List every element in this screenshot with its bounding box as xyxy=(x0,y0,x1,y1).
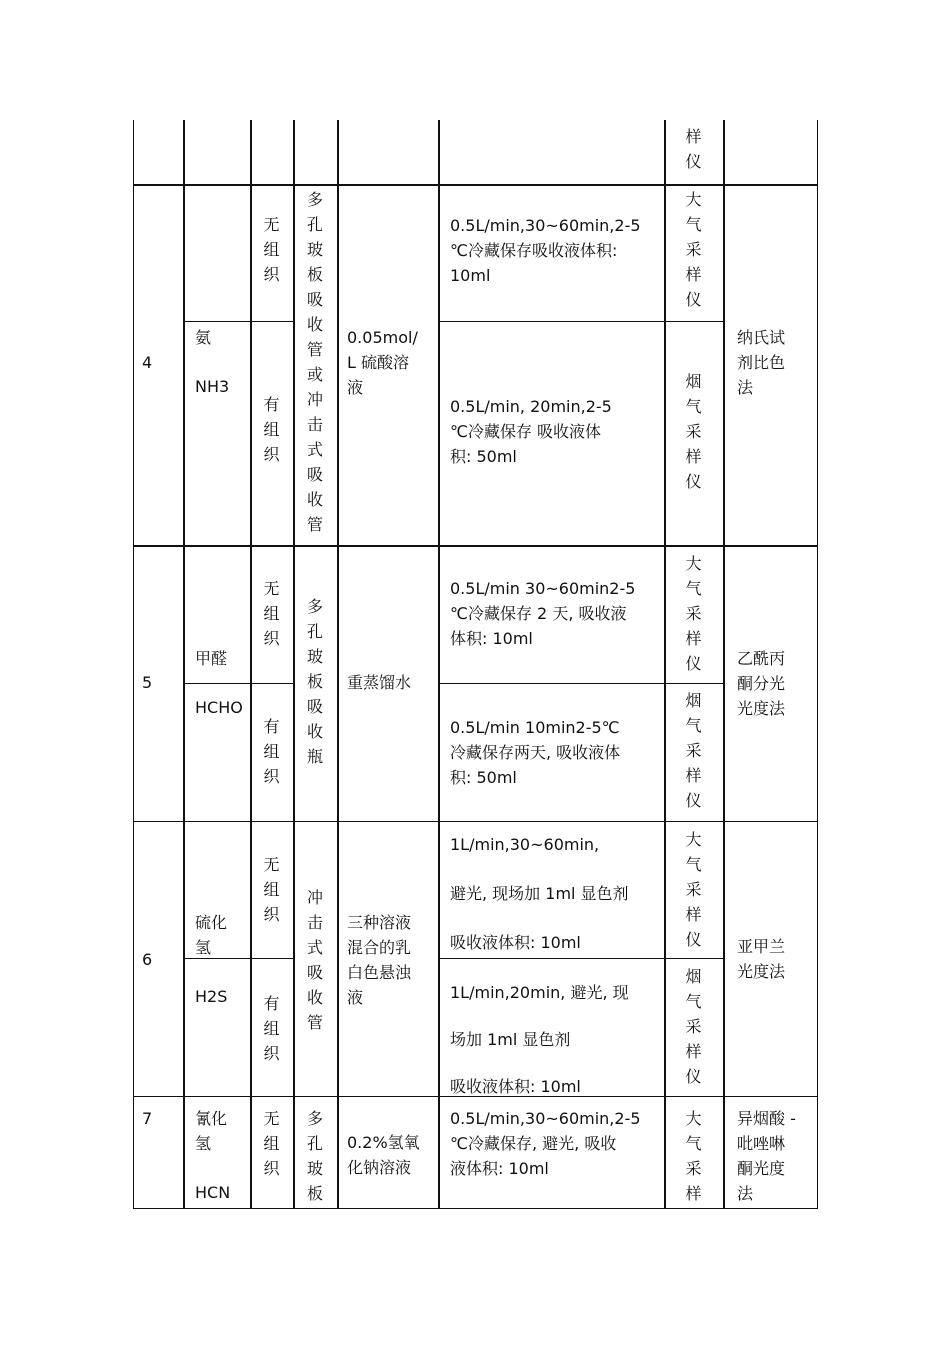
analysis-method-line: 酮光度 xyxy=(737,1159,786,1178)
sampling-conditions-line: ℃冷藏保存吸收液体积: xyxy=(450,241,618,260)
sampling-instrument-line: 采 xyxy=(685,741,702,760)
sampling-container-line: 玻 xyxy=(306,1159,323,1178)
sampling-instrument-line: 烟 xyxy=(685,967,702,986)
sampling-conditions-line: 液体积: 10ml xyxy=(450,1159,549,1178)
absorbent-line: 化钠溶液 xyxy=(347,1158,412,1177)
emission-type-line: 织 xyxy=(263,1044,280,1063)
table-h-rule xyxy=(133,184,818,186)
sampling-conditions-line: 场加 1ml 显色剂 xyxy=(450,1030,571,1049)
absorbent xyxy=(337,1130,438,1180)
sampling-instrument-line: 样 xyxy=(685,1184,702,1203)
absorbent xyxy=(337,670,438,695)
emission-type-line: 织 xyxy=(263,767,280,786)
sampling-conditions-line: 1L/min,30~60min, xyxy=(450,835,600,854)
sampling-container-line: 孔 xyxy=(306,1134,323,1153)
sampling-instrument xyxy=(664,187,723,312)
sampling-conditions-line: 1L/min,20min, 避光, 现 xyxy=(450,983,629,1002)
sampling-container-line: 板 xyxy=(306,1184,323,1203)
sampling-container xyxy=(293,885,337,1035)
sampling-instrument xyxy=(664,551,723,676)
sampling-instrument-line: 大 xyxy=(685,830,702,849)
table-h-rule xyxy=(438,683,724,684)
emission-type xyxy=(250,212,293,287)
sampling-instrument-line: 仪 xyxy=(685,472,702,491)
pollutant-name xyxy=(183,325,250,399)
emission-type xyxy=(250,576,293,651)
sampling-container-line: 冲 xyxy=(306,390,323,409)
sampling-instrument-line: 样 xyxy=(685,447,702,466)
sampling-container-line: 孔 xyxy=(306,215,323,234)
sampling-container-line: 管 xyxy=(306,1013,323,1032)
row-number: 5 xyxy=(142,673,153,692)
pollutant-name-line: 氰化 xyxy=(195,1109,228,1128)
pollutant-name xyxy=(183,1106,250,1205)
emission-type-line: 组 xyxy=(263,604,280,623)
sampling-instrument-line: 样 xyxy=(685,766,702,785)
emission-type-line: 织 xyxy=(263,905,280,924)
sampling-instrument-line: 采 xyxy=(685,604,702,623)
sampling-container xyxy=(293,594,337,769)
emission-type-line: 组 xyxy=(263,420,280,439)
sampling-instrument-line: 样 xyxy=(685,1042,702,1061)
emission-type-line: 织 xyxy=(263,265,280,284)
pollutant-name xyxy=(183,646,250,720)
sampling-instrument-line: 气 xyxy=(685,855,702,874)
sampling-container-line: 收 xyxy=(306,315,323,334)
sampling-container-line: 或 xyxy=(306,365,323,384)
emission-type-line: 无 xyxy=(263,855,280,874)
emission-type xyxy=(250,852,293,927)
absorbent-line: 重蒸馏水 xyxy=(347,673,412,692)
sampling-container-line: 吸 xyxy=(306,290,323,309)
sampling-instrument-line: 样 xyxy=(685,629,702,648)
sampling-instrument-line: 仪 xyxy=(685,1067,702,1086)
sampling-instrument xyxy=(664,1106,723,1206)
emission-type xyxy=(250,392,293,467)
sampling-conditions-line: 10ml xyxy=(450,266,491,285)
sampling-instrument-line: 气 xyxy=(685,579,702,598)
analysis-method xyxy=(723,325,817,400)
sampling-instrument xyxy=(664,964,723,1089)
sampling-instrument xyxy=(664,827,723,952)
sampling-container-line: 板 xyxy=(306,672,323,691)
sampling-container-line: 收 xyxy=(306,988,323,1007)
sampling-container-line: 管 xyxy=(306,340,323,359)
sampling-conditions-line: 0.5L/min 10min2-5℃ xyxy=(450,718,620,737)
sampling-instrument-line: 采 xyxy=(685,1159,702,1178)
sampling-conditions xyxy=(438,832,664,955)
sampling-instrument-line: 仪 xyxy=(685,930,702,949)
sampling-container-line: 孔 xyxy=(306,622,323,641)
analysis-method-line: 法 xyxy=(737,1184,754,1203)
analysis-method-line: 酮分光 xyxy=(737,674,786,693)
absorbent-line: 液 xyxy=(347,378,364,397)
analysis-method-line: 异烟酸 - xyxy=(737,1109,796,1128)
pollutant-name-line: 氢 xyxy=(195,938,212,957)
table-v-rule xyxy=(337,120,339,1209)
sampling-container-line: 瓶 xyxy=(306,747,323,766)
analysis-method-line: 吡唑啉 xyxy=(737,1134,786,1153)
emission-type-line: 组 xyxy=(263,1019,280,1038)
pollutant-name-line: HCN xyxy=(195,1183,231,1202)
sampling-instrument-line: 烟 xyxy=(685,372,702,391)
sampling-conditions-line: 0.5L/min,30~60min,2-5 xyxy=(450,1109,641,1128)
sampling-conditions xyxy=(438,715,664,790)
emission-type-line: 组 xyxy=(263,742,280,761)
sampling-container-line: 吸 xyxy=(306,963,323,982)
sampling-container xyxy=(293,187,337,537)
sampling-instrument-line: 仪 xyxy=(685,654,702,673)
sampling-container-line: 多 xyxy=(306,1109,323,1128)
sampling-conditions-line: ℃冷藏保存 2 天, 吸收液 xyxy=(450,604,627,623)
table-h-rule xyxy=(438,321,724,322)
sampling-container-line: 玻 xyxy=(306,647,323,666)
sampling-instrument-line: 气 xyxy=(685,215,702,234)
sampling-conditions-line: 积: 50ml xyxy=(450,768,517,787)
sampling-instrument-line: 气 xyxy=(685,992,702,1011)
emission-type-line: 无 xyxy=(263,215,280,234)
sampling-conditions-line: 积: 50ml xyxy=(450,447,517,466)
sampling-instrument-line: 采 xyxy=(685,240,702,259)
pollutant-name-line: 甲醛 xyxy=(195,649,228,668)
emission-type-line: 织 xyxy=(263,445,280,464)
analysis-method-line: 纳氏试 xyxy=(737,328,786,347)
sampling-container-line: 式 xyxy=(306,440,323,459)
table-v-rule xyxy=(817,120,818,1209)
sampling-conditions-line: ℃冷藏保存 吸收液体 xyxy=(450,422,602,441)
table-h-rule xyxy=(133,545,818,547)
emission-type-line: 组 xyxy=(263,880,280,899)
absorbent-line: 混合的乳 xyxy=(347,938,412,957)
sampling-instrument-line: 采 xyxy=(685,880,702,899)
pollutant-name-line: NH3 xyxy=(195,377,230,396)
sampling-container-line: 击 xyxy=(306,913,323,932)
sampling-conditions-line: 避光, 现场加 1ml 显色剂 xyxy=(450,884,629,903)
emission-type-line: 无 xyxy=(263,1109,280,1128)
analysis-method-line: 亚甲兰 xyxy=(737,937,786,956)
emission-type-line: 有 xyxy=(263,395,280,414)
sampling-conditions-line: 吸收液体积: 10ml xyxy=(450,933,581,952)
table-h-rule xyxy=(133,1208,818,1209)
absorbent-line: 0.05mol/ xyxy=(347,328,418,347)
sampling-container-line: 多 xyxy=(306,597,323,616)
pollutant-name-line: 硫化 xyxy=(195,913,228,932)
sampling-instrument-line: 样 xyxy=(685,905,702,924)
sampling-instrument-line: 仪 xyxy=(685,152,702,171)
emission-type-line: 组 xyxy=(263,1134,280,1153)
sampling-conditions-line: 0.5L/min 30~60min2-5 xyxy=(450,579,636,598)
pollutant-name xyxy=(183,910,250,1009)
pollutant-name-line: HCHO xyxy=(195,698,243,717)
sampling-instrument xyxy=(664,124,723,174)
sampling-instrument-line: 气 xyxy=(685,716,702,735)
absorbent xyxy=(337,325,438,400)
sampling-container-line: 冲 xyxy=(306,888,323,907)
emission-type-line: 织 xyxy=(263,1159,280,1178)
sampling-instrument xyxy=(664,688,723,813)
sampling-instrument-line: 气 xyxy=(685,397,702,416)
table-h-rule xyxy=(133,821,818,822)
sampling-container-line: 收 xyxy=(306,490,323,509)
table-h-rule xyxy=(438,958,724,959)
sampling-conditions xyxy=(438,980,664,1099)
sampling-conditions-line: ℃冷藏保存, 避光, 吸收 xyxy=(450,1134,617,1153)
analysis-method xyxy=(723,934,817,984)
sampling-conditions-line: 吸收液体积: 10ml xyxy=(450,1077,581,1096)
row-number: 4 xyxy=(142,353,153,372)
sampling-container-line: 板 xyxy=(306,265,323,284)
analysis-method-line: 剂比色 xyxy=(737,353,786,372)
sampling-instrument xyxy=(664,369,723,494)
absorbent-line: L 硫酸溶 xyxy=(347,353,410,372)
emission-type-line: 组 xyxy=(263,240,280,259)
sampling-instrument-line: 采 xyxy=(685,1017,702,1036)
emission-type-line: 有 xyxy=(263,717,280,736)
sampling-instrument-line: 烟 xyxy=(685,691,702,710)
emission-type-line: 有 xyxy=(263,994,280,1013)
emission-type xyxy=(250,1106,293,1181)
sampling-container-line: 玻 xyxy=(306,240,323,259)
sampling-container-line: 吸 xyxy=(306,465,323,484)
absorbent-line: 液 xyxy=(347,988,364,1007)
absorbent-line: 0.2%氢氧 xyxy=(347,1133,420,1152)
emission-type xyxy=(250,714,293,789)
absorbent xyxy=(337,910,438,1010)
sampling-conditions xyxy=(438,1106,664,1181)
row-number: 6 xyxy=(142,950,153,969)
pollutant-name-line: 氢 xyxy=(195,1134,212,1153)
sampling-conditions-line: 0.5L/min, 20min,2-5 xyxy=(450,397,612,416)
sampling-instrument-line: 大 xyxy=(685,190,702,209)
sampling-container-line: 管 xyxy=(306,515,323,534)
analysis-method-line: 光度法 xyxy=(737,699,786,718)
sampling-conditions xyxy=(438,394,664,469)
emission-type-line: 织 xyxy=(263,629,280,648)
sampling-instrument-line: 大 xyxy=(685,1109,702,1128)
pollutant-name-line: 氨 xyxy=(195,328,212,347)
sampling-container xyxy=(293,1106,337,1206)
table-h-rule xyxy=(183,321,294,322)
analysis-method-line: 光度法 xyxy=(737,962,786,981)
pollutant-name-line: H2S xyxy=(195,987,228,1006)
sampling-container-line: 收 xyxy=(306,722,323,741)
sampling-instrument-line: 气 xyxy=(685,1134,702,1153)
emission-type xyxy=(250,991,293,1066)
emission-type-line: 无 xyxy=(263,579,280,598)
analysis-method-line: 法 xyxy=(737,378,754,397)
sampling-instrument-line: 仪 xyxy=(685,290,702,309)
sampling-conditions-line: 冷藏保存两天, 吸收液体 xyxy=(450,743,621,762)
table-v-rule xyxy=(133,120,134,1209)
sampling-container-line: 吸 xyxy=(306,697,323,716)
absorbent-line: 白色悬浊 xyxy=(347,963,412,982)
sampling-conditions-line: 体积: 10ml xyxy=(450,629,533,648)
sampling-conditions xyxy=(438,576,664,651)
analysis-method-line: 乙酰丙 xyxy=(737,649,786,668)
analysis-method xyxy=(723,646,817,721)
sampling-instrument-line: 样 xyxy=(685,265,702,284)
sampling-conditions xyxy=(438,213,664,288)
sampling-instrument-line: 大 xyxy=(685,554,702,573)
sampling-instrument-line: 样 xyxy=(685,127,702,146)
sampling-instrument-line: 采 xyxy=(685,422,702,441)
sampling-instrument-line: 仪 xyxy=(685,791,702,810)
sampling-conditions-line: 0.5L/min,30~60min,2-5 xyxy=(450,216,641,235)
analysis-method xyxy=(723,1106,817,1206)
absorbent-line: 三种溶液 xyxy=(347,913,412,932)
sampling-container-line: 式 xyxy=(306,938,323,957)
sampling-container-line: 击 xyxy=(306,415,323,434)
sampling-container-line: 多 xyxy=(306,190,323,209)
row-number: 7 xyxy=(142,1109,153,1128)
